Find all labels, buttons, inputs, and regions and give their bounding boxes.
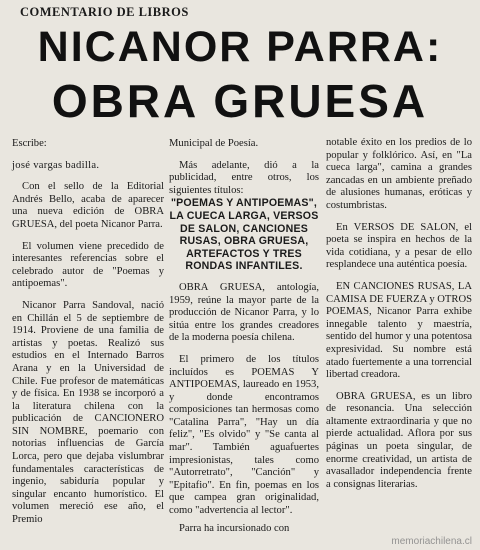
column-2 bbox=[169, 138, 319, 544]
article-title-line2: OBRA GRUESA bbox=[51, 75, 429, 127]
source-watermark: memoriachilena.cl bbox=[391, 536, 472, 547]
col3-paragraph-2: En VERSOS DE SALON, el poeta se inspira en hechos de la vida cotidiana, y a pesar de ello resplandece una auténtica poesía. bbox=[326, 221, 472, 271]
column-3 bbox=[326, 137, 472, 500]
col2-paragraph-4: El primero de los títulos incluídos es POEMAS Y ANTIPOEMAS, laureado en 1953, y donde encontramos composiciones tan hermosas como "Catalina Parra", "Hay un día feliz", "Es olvido" y "Se canta al mar". También aguafuertes impresionistas, tales como "Autorretrato", "Canción" y "Epitafio". En fin, poemas en los que campea gran originalidad, como "advertencia al lector". bbox=[169, 353, 319, 517]
section-heading: COMENTARIO DE LIBROS bbox=[20, 5, 189, 19]
col2-paragraph-5: Parra ha incursionado con bbox=[179, 522, 290, 534]
col2-paragraph-2: Más adelante, dió a la publicidad, entre otros, los siguientes títulos: bbox=[169, 159, 319, 196]
col3-paragraph-1: notable éxito en los predios de lo popular y folklórico. Así, en "La cueca larga", camina a grandes zancadas en un ambiente preñado de alusiones humanas, eróticas y costumbristas. bbox=[326, 137, 472, 211]
byline-author: josé vargas badilla. bbox=[12, 159, 100, 171]
col2-title-list: "POEMAS Y ANTIPOEMAS", LA CUECA LARGA, VERSOS DE SALON, CANCIONES RUSAS, OBRA GRUESA, ARTEFACTOS Y TRES RONDAS INFANTILES. bbox=[169, 197, 319, 273]
col3-paragraph-4: OBRA GRUESA, es un libro de resonancia. Una selección altamente extraordinaria y que no pierde actualidad. Aflora por sus páginas un poeta singular, de enorme creatividad, un artista de avasallador independencia frente a consignas literarias. bbox=[326, 390, 472, 490]
col2-paragraph-3: OBRA GRUESA, antología, 1959, reúne la mayor parte de la producción de Nicanor Parra, y lo sitúa entre los grandes creadores de la moderna poesía chilena. bbox=[169, 281, 319, 344]
byline-prefix: Escribe: bbox=[12, 138, 47, 149]
col1-paragraph-1: Con el sello de la Editorial Andrés Bello, acaba de aparecer una nueva edición de OBRA GRUESA, del poeta Nicanor Parra. bbox=[12, 181, 164, 230]
col3-paragraph-3: EN CANCIONES RUSAS, LA CAMISA DE FUERZA y OTROS POEMAS, Nicanor Parra exhibe innegable talento y maestría, sentido del humor y una potentosa expresividad. Su nombre está atado fuertemente a una torrencial libertad creadora. bbox=[326, 280, 472, 381]
col1-paragraph-3: Nicanor Parra Sandoval, nació en Chillán el 5 de septiembre de 1914. Proviene de una familia de artistas y poetas. Realizó sus estudios en el Internado Barros Arana y en la Universidad de Chile. Fue profesor de matemáticas y de física. En 1938 se incorporó a la literatura chilena con la publicación de CANCIONERO SIN NOMBRE, poemario con notorias influencias de García Lorca, pero que dejaba vislumbrar fundamentales características de ingenio, sabiduría popular y singular encanto humorístico. El volumen mereció ese año, el Premio bbox=[12, 299, 164, 526]
article-title-line1: NICANOR PARRA: bbox=[37, 23, 443, 71]
col1-paragraph-2: El volumen viene precedido de interesantes referencias sobre el celebrado autor de "Poemas y antipoemas". bbox=[12, 240, 164, 290]
column-1 bbox=[12, 138, 164, 536]
col2-paragraph-1: Municipal de Poesía. bbox=[169, 138, 259, 149]
